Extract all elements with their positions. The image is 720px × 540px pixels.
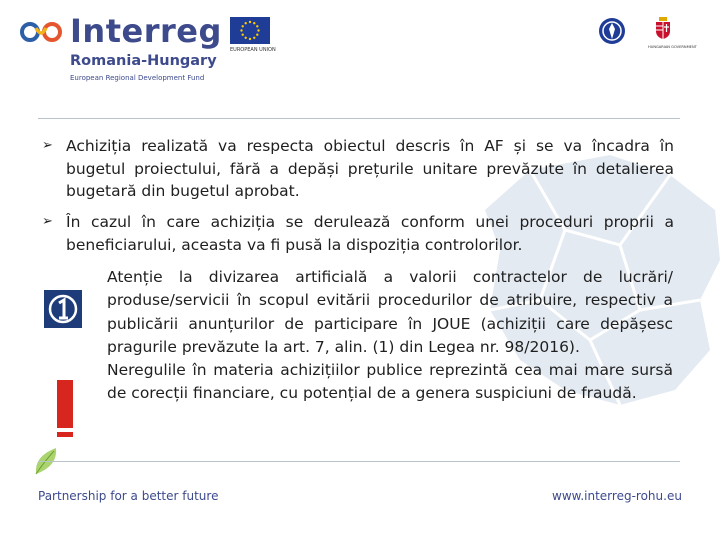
bottom-divider (38, 461, 680, 462)
warning-paragraph: Atenție la divizarea artificială a valorii contractelor de lucrări/ produse/servicii în scopul evitării procedurilor de atribuire, respectiv a publicării anunțurilor de participare în JOUE (achiziții care depășesc pragurile prevăzute la art. 7, alin. (1) din Legea nr. 98/2016). (107, 268, 673, 356)
interreg-logo (18, 12, 228, 82)
list-item (42, 211, 674, 256)
attention-number-icon (44, 290, 82, 328)
bullet-text: Achiziția realizată va respecta obiectul descris în AF și se va încadra în bugetul proiectului, fără a depăși prețurile unitare prevăzute în detalierea bugetară din bugetul aprobat. (66, 137, 674, 200)
hungarian-government-logo (648, 17, 697, 49)
arrow-bullet-icon: ➢ (42, 138, 53, 153)
footer-tagline: Partnership for a better future (38, 489, 219, 503)
warning-paragraph: Neregulile în materia achizițiilor publice reprezintă cea mai mare sursă de corecții financiare, cu potențial de a genera suspiciuni de fraudă. (107, 361, 673, 403)
eu-flag-logo (230, 17, 274, 53)
romanian-emblem-icon (598, 17, 626, 45)
footer-website-link[interactable]: www.interreg-rohu.eu (552, 489, 682, 503)
list-item (42, 135, 674, 203)
eu-label: EUROPEAN UNION (230, 47, 276, 53)
interreg-logo-icon (18, 20, 64, 44)
warning-notice (107, 266, 673, 406)
top-divider (38, 118, 680, 119)
bullet-text: În cazul în care achiziția se derulează conform unei proceduri proprii a beneficiarului, aceasta va fi pusă la dispoziția controlorilor. (66, 213, 674, 254)
logo-wordmark: Interreg (70, 12, 222, 50)
logo-fund-name: European Regional Development Fund (70, 74, 205, 82)
eu-stars-icon (230, 17, 270, 44)
arrow-bullet-icon: ➢ (42, 214, 53, 229)
hungarian-government-label: HUNGARIAN GOVERNMENT (648, 45, 697, 49)
exclamation-icon (57, 380, 73, 428)
logo-program-name: Romania-Hungary (70, 53, 217, 69)
exclamation-dot-icon (57, 432, 73, 437)
hungarian-coat-of-arms-icon (654, 17, 672, 39)
